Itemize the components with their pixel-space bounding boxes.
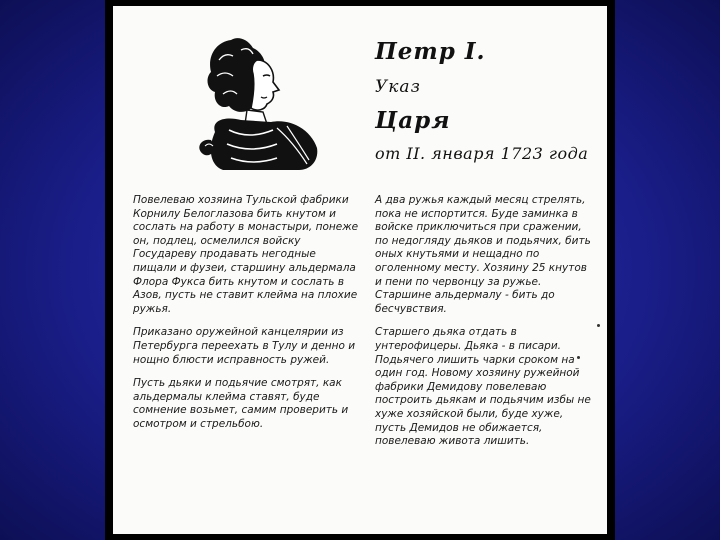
slide-frame bbox=[105, 0, 615, 540]
decree-date: от II. января 1723 года bbox=[375, 144, 589, 163]
decree-title-block bbox=[375, 38, 588, 163]
paragraph: Пусть дьяки и подьячие смотрят, как альдермалы клейма ставят, буде сомнение возьмет, самим проверить и осмотром и стрельбою. bbox=[133, 377, 349, 430]
paragraph: А два ружья каждый месяц стрелять, пока не испортится. Буде заминка в войске приключиться при сражении, по недогляду дьяков и подьячих, бить оных кнутьями и нещадно по оголенному месту. Хозяину 25 кнутов и пени по червонцу за ружье. Старшине альдермалу - бить до бесчувствия. bbox=[375, 194, 591, 315]
tsar-label: Царя bbox=[375, 107, 451, 134]
paragraph: Старшего дьяка отдать в унтерофицеры. Дьяка - в писари. Подьячего лишить чарки сроком на один год. Новому хозяину ружейной фабрики Демидову повелеваю построить дьякам и подьячим избы не хуже хозяйской были, буде хуже, пусть Демидов не обижается, повелеваю живота лишить. bbox=[375, 326, 591, 448]
decree-label: Указ bbox=[375, 77, 421, 97]
right-text-column bbox=[375, 194, 597, 459]
scan-speck bbox=[597, 324, 600, 327]
ruler-name: Петр I. bbox=[375, 38, 486, 65]
document-page bbox=[113, 6, 607, 534]
peter-portrait-engraving bbox=[171, 20, 341, 180]
paragraph: Повелеваю хозяина Тульской фабрики Корнилу Белоглазова бить кнутом и сослать на работу в монастыри, понеже он, подлец, осмелился войску Государеву продавать негодные пищали и фузеи, старшину альдермала Флора Фукса бить кнутом и сослать в Азов, пусть не ставит клейма на плохие ружья. bbox=[133, 194, 359, 315]
paragraph: Приказано оружейной канцелярии из Петербурга переехать в Тулу и денно и нощно блюсти исправность ружей. bbox=[133, 326, 356, 366]
scan-speck bbox=[577, 356, 580, 359]
left-text-column bbox=[133, 194, 361, 442]
